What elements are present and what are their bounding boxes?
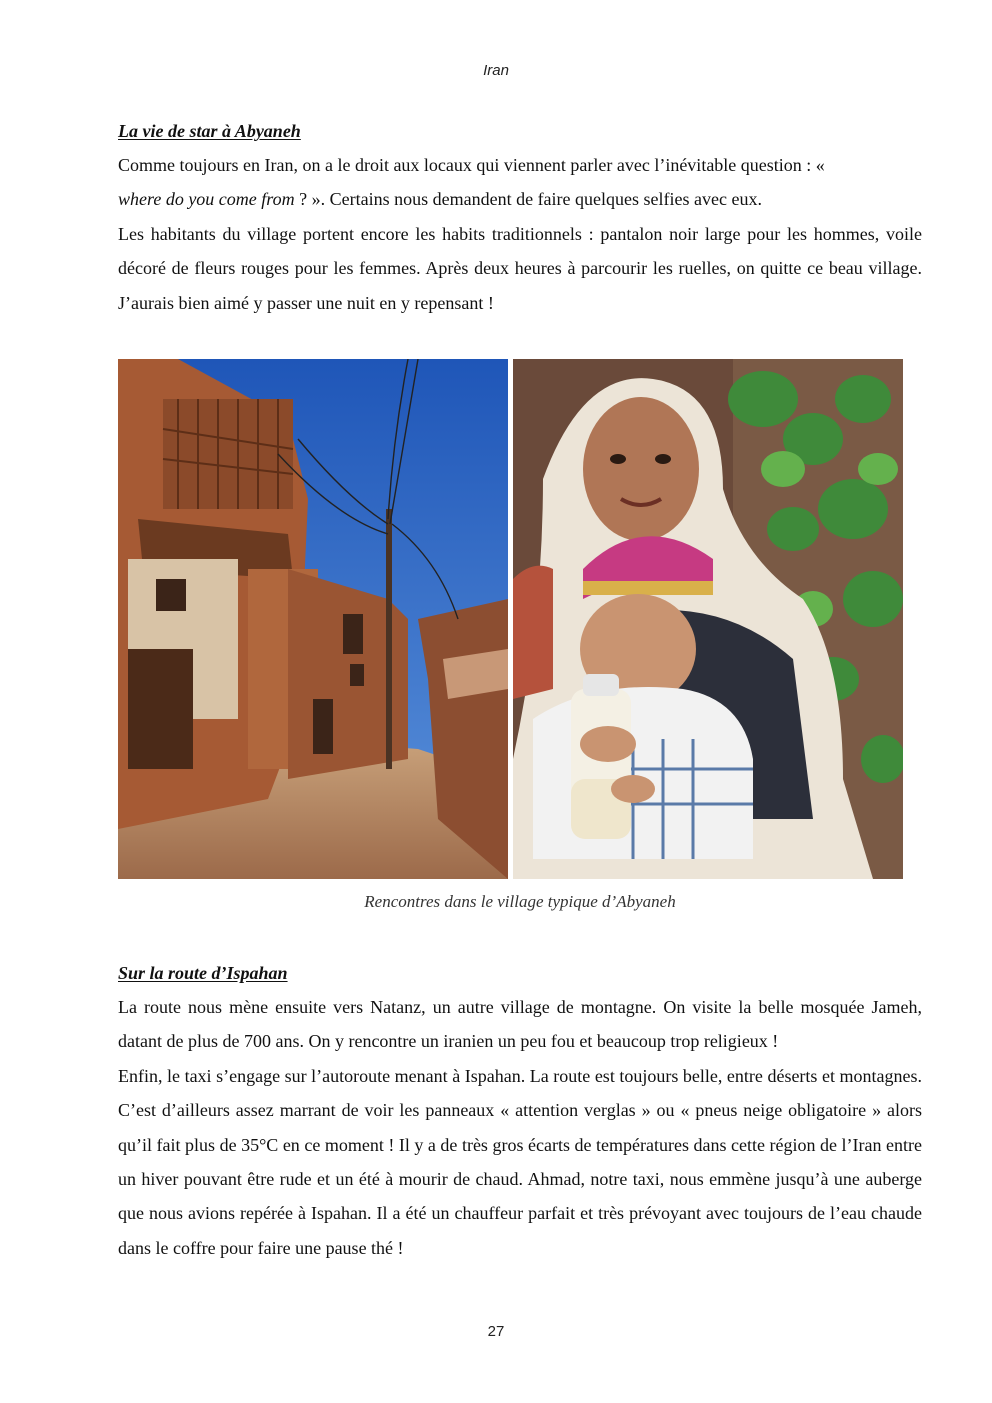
paragraph xyxy=(118,148,922,217)
section-abyaneh xyxy=(118,120,922,320)
paragraph: Enfin, le taxi s’engage sur l’autoroute menant à Ispahan. La route est toujours belle, entre déserts et montagnes. C’est d’ailleurs assez marrant de voir les panneaux « attention verglas » ou « pneus neige obligatoire » alors qu’il fait plus de 35°C en ce moment ! Il y a de très gros écarts de températures dans cette région de l’Iran entre un hiver pouvant être rude et un été à mourir de chaud. Ahmad, notre taxi, nous emmène jusqu’à une auberge que nous avions repérée à Ispahan. Il a été un chauffeur parfait et très prévoyant avec toujours de l’eau chaude dans le coffre pour faire une pause thé ! xyxy=(118,1065,922,1258)
paragraph: Les habitants du village portent encore les habits traditionnels : pantalon noir large pour les hommes, voile décoré de fleurs rouges pour les femmes. Après deux heures à parcourir les ruelles, on quitte ce beau village. J’aurais bien aimé y passer une nuit en y repensant ! xyxy=(118,223,922,313)
woman-and-child-photo xyxy=(513,359,903,879)
quoted-question: where do you come from xyxy=(118,189,295,210)
section-heading: La vie de star à Abyaneh xyxy=(118,121,301,141)
photo-pair xyxy=(118,359,903,879)
page-number: 27 xyxy=(487,1323,505,1340)
paragraph-text: ? ». Certains nous demandent de faire quelques selfies avec eux. xyxy=(294,189,762,210)
paragraph: La route nous mène ensuite vers Natanz, un autre village de montagne. On visite la belle mosquée Jameh, datant de plus de 700 ans. On y rencontre un iranien un peu fou et beaucoup trop religieux ! xyxy=(118,997,922,1052)
section-heading: Sur la route d’Ispahan xyxy=(118,963,288,983)
photo-caption: Rencontres dans le village typique d’Abyaneh xyxy=(364,892,676,911)
running-header: Iran xyxy=(483,62,509,79)
section-route-ispahan xyxy=(118,962,922,1265)
paragraph-text: Comme toujours en Iran, on a le droit aux locaux qui viennent parler avec l’inévitable question : « xyxy=(118,155,825,175)
village-street-photo xyxy=(118,359,508,879)
